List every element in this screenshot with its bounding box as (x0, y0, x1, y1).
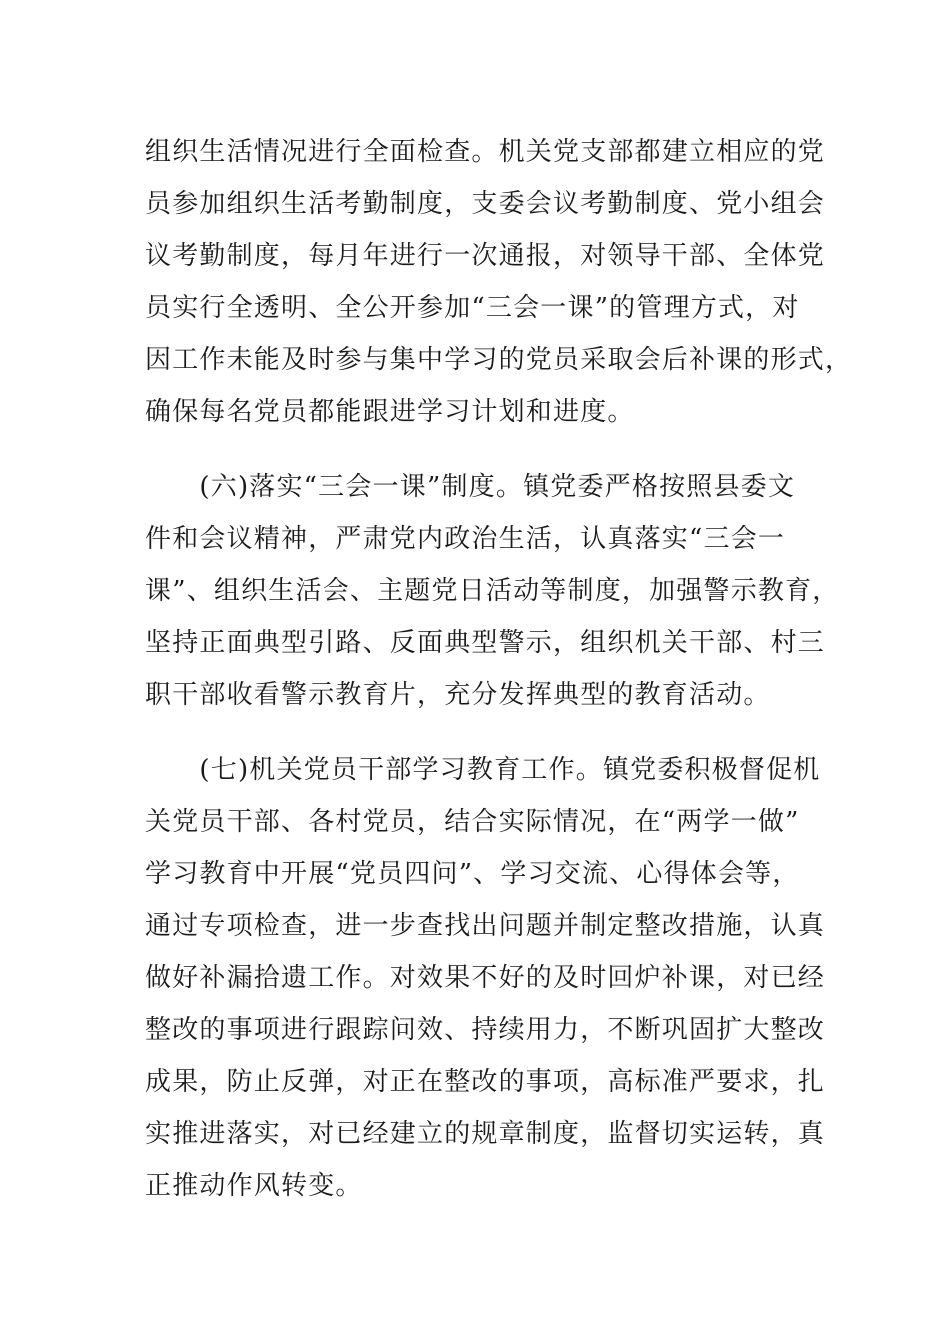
paragraph-spacer (145, 438, 795, 461)
text-line: 坚持正面典型引路、反面典型警示，组织机关干部、村三 (145, 628, 826, 658)
document-body (145, 126, 853, 1212)
text-line: (七)机关党员干部学习教育工作。镇党委积极督促机 (145, 755, 821, 785)
text-line: 课”、组织生活会、主题党日活动等制度，加强警示教育， (145, 576, 840, 606)
paragraph-3 (145, 744, 826, 1212)
text-line: 整改的事项进行跟踪问效、持续用力，不断巩固扩大整改 (145, 1015, 826, 1045)
text-line: 议考勤制度，每月年进行一次通报，对领导干部、全体党 (145, 241, 826, 271)
text-line: 件和会议精神，严肃党内政治生活，认真落实“三会一 (145, 524, 786, 554)
text-line: 正推动作风转变。 (145, 1171, 363, 1201)
text-line: 关党员干部、各村党员，结合实际情况，在“两学一做” (145, 807, 800, 837)
paragraph-2 (145, 461, 840, 721)
text-line: 成果，防止反弹，对正在整改的事项，高标准严要求，扎 (145, 1067, 826, 1097)
text-line: 通过专项检查，进一步查找出问题并制定整改措施，认真 (145, 911, 826, 941)
text-line: 做好补漏拾遗工作。对效果不好的及时回炉补课，对已经 (145, 963, 826, 993)
text-line: 组织生活情况进行全面检查。机关党支部都建立相应的党 (145, 137, 826, 167)
text-line: (六)落实“三会一课”制度。镇党委严格按照县委文 (145, 472, 796, 502)
text-line: 因工作未能及时参与集中学习的党员采取会后补课的形式， (145, 345, 853, 375)
paragraph-1 (145, 126, 853, 438)
text-line: 员实行全透明、全公开参加“三会一课”的管理方式，对 (145, 293, 800, 323)
text-line: 职干部收看警示教育片，充分发挥典型的教育活动。 (145, 680, 771, 710)
text-line: 确保每名党员都能跟进学习计划和进度。 (145, 397, 635, 427)
text-line: 实推进落实，对已经建立的规章制度，监督切实运转，真 (145, 1119, 826, 1149)
paragraph-spacer (145, 721, 795, 744)
text-line: 员参加组织生活考勤制度，支委会议考勤制度、党小组会 (145, 189, 826, 219)
text-line: 学习教育中开展“党员四问”、学习交流、心得体会等， (145, 859, 800, 889)
